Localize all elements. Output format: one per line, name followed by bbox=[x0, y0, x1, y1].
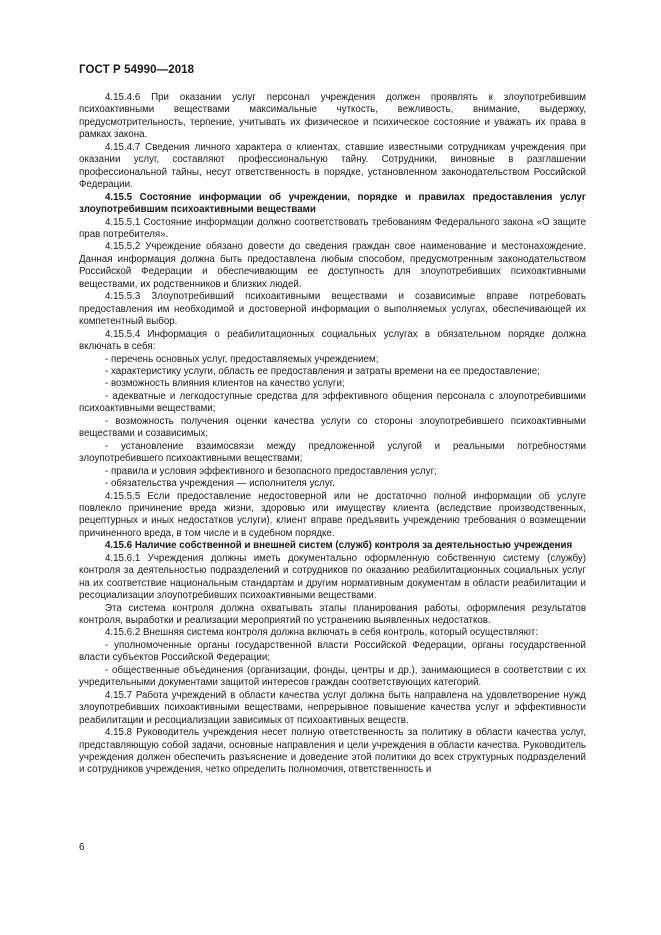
paragraph: 4.15.4.6 При оказании услуг персонал учреждения должен проявлять к злоупотребившим психоактивными веществами максимальные чуткость, вежливость, внимание, выдержку, предусмотрительность, терпение, учитывать их физическое и психическое состояние и уважать их права в рамках закона. bbox=[79, 92, 586, 141]
paragraph: 4.15.7 Работа учреждений в области качества услуг должна быть направлена на удовлетворение нужд злоупотребивших психоактивными веществами, непрерывное повышение качества услуг и эффективности реабилитации и ресоциализации зависимых от психоактивных веществ. bbox=[79, 689, 586, 726]
section-heading: 4.15.6 Наличие собственной и внешней систем (служб) контроля за деятельностью учреждения bbox=[105, 540, 573, 552]
paragraph: 4.15.6.1 Учреждения должны иметь документально оформленную собственную систему (службу) контроля за деятельностью подразделений и сотрудников по оказанию реабилитационных социальных услуг на их соответствие национальным стандартам и другим нормативным документам в области реабилитации и ресоциализации злоупотребивших психоактивными веществами. bbox=[79, 552, 586, 602]
paragraph: 4.15.6.2 Внешняя система контроля должна включать в себя контроль, который осуществляют: bbox=[105, 627, 538, 639]
paragraph: 4.15.5.4 Информация о реабилитационных социальных услугах в обязательном порядке должна включать в себя: bbox=[79, 328, 586, 353]
paragraph: 4.15.4.7 Сведения личного характера о клиентах, ставшие известными сотрудникам учреждения при оказании услуг, составляют профессиональную тайну. Сотрудники, виновные в разглашении профессиональной тайны, несут ответственность в порядке, установленном законодательством Российской Федерации. bbox=[79, 141, 586, 191]
list-item: - возможность получения оценки качества услуги со стороны злоупотребившего психоактивными веществами и созависимых; bbox=[79, 415, 586, 440]
list-item: - адекватные и легкодоступные средства для эффективного общения персонала с злоупотребившими психоактивными веществами; bbox=[79, 390, 586, 415]
list-item: - обязательства учреждения — исполнителя услуг. bbox=[105, 478, 335, 490]
section-heading: 4.15.5 Состояние информации об учреждении, порядке и правилах предоставления услуг злоупотребившим психоактивными веществами bbox=[79, 191, 586, 216]
paragraph: 4.15.5.1 Состояние информации должно соответствовать требованиям Федерального закона «О защите прав потребителя». bbox=[79, 216, 586, 240]
paragraph: 4.15.8 Руководитель учреждения несет полную ответственность за политику в области качества услуг, представляющую собой задачи, основные направления и цели учреждения в области качества. Руководитель учреждения должен обеспечить разъяснение и доведение этой политики до всех структурных подразделений и сотрудников учреждения, четко определить полномочия, ответственность и bbox=[79, 727, 586, 776]
list-item: - возможность влияния клиентов на качество услуги; bbox=[105, 378, 345, 390]
list-item: - перечень основных услуг, предоставляемых учреждением; bbox=[105, 353, 379, 365]
list-item: - правила и условия эффективного и безопасного предоставления услуг; bbox=[105, 465, 437, 477]
paragraph: 4.15.5.5 Если предоставление недостоверной или не достаточно полной информации об услуге повлекло причинение вреда жизни, здоровью или имуществу клиента (вследствие производственных, рецептурных и иных недостатков услуги), клиент вправе предъявить учреждению требования о возмещении причиненного вреда, в том числе и в судебном порядке. bbox=[79, 490, 586, 539]
paragraph: Эта система контроля должна охватывать этапы планирования работы, оформления результатов контроля, выработки и реализации мероприятий по устранению выявленных недостатков. bbox=[79, 602, 586, 627]
document-body bbox=[79, 92, 586, 777]
list-item: - установление взаимосвязи между предложенной услугой и реальными потребностями злоупотребившего психоактивными веществами; bbox=[79, 440, 586, 465]
list-item: - характеристику услуги, область ее предоставления и затраты времени на ее предоставление; bbox=[105, 365, 540, 377]
paragraph: 4.15.5.2 Учреждение обязано довести до сведения граждан свое наименование и местонахождение. Данная информация должна быть предоставлена любым способом, предусмотренным законодательством Российской Федерации и обеспечивающим ее доступность для злоупотребивших психоактивными веществами, их родственников и близких людей. bbox=[79, 241, 586, 290]
document-code-header: ГОСТ Р 54990—2018 bbox=[79, 64, 195, 76]
page-number: 6 bbox=[79, 842, 85, 853]
list-item: - уполномоченные органы государственной власти Российской Федерации, органы государственной власти субъектов Российской Федерации; bbox=[79, 639, 586, 664]
list-item: - общественные объединения (организации, фонды, центры и др.), занимающиеся в соответствии с их учредительными документами защитой интересов граждан соответствующих категорий. bbox=[79, 664, 586, 689]
paragraph: 4.15.5.3 Злоупотребивший психоактивными веществами и созависимые вправе потребовать предоставления им необходимой и достоверной информации о выполняемых услугах, обеспечивающей их компетентный выбор. bbox=[79, 291, 586, 328]
